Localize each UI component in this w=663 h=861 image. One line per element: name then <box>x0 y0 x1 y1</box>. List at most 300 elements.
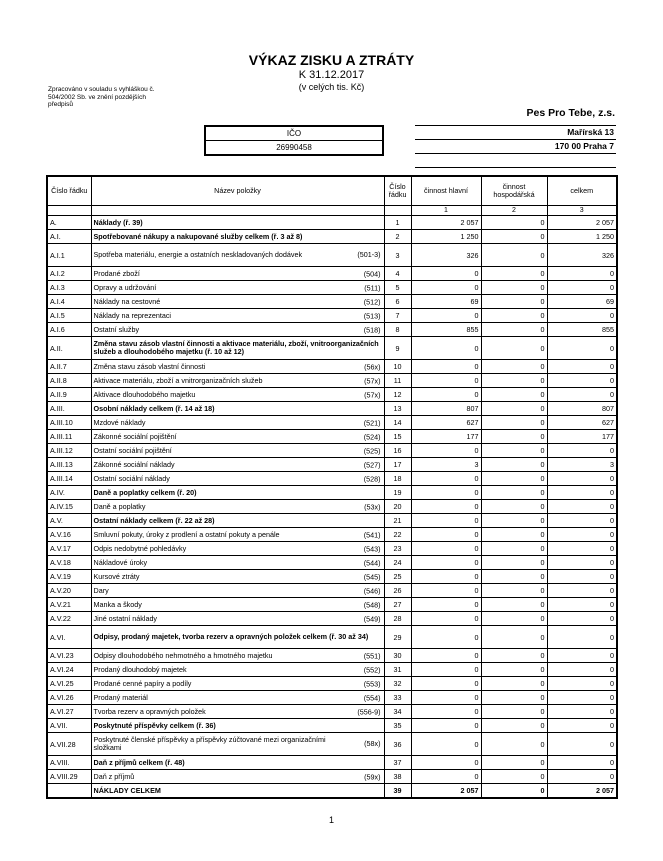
table-row <box>47 691 617 705</box>
row-code: A.VI.25 <box>47 677 91 691</box>
row-line-number: 14 <box>384 416 411 430</box>
row-name <box>91 500 384 514</box>
table-row <box>47 458 617 472</box>
row-economic-activity: 0 <box>481 570 547 584</box>
row-economic-activity: 0 <box>481 677 547 691</box>
table-row <box>47 295 617 309</box>
table-header-row <box>47 176 617 206</box>
row-account: (511) <box>364 283 381 292</box>
row-name <box>91 430 384 444</box>
row-main-activity: 807 <box>411 402 481 416</box>
row-line-number: 22 <box>384 528 411 542</box>
row-name <box>91 216 384 230</box>
row-economic-activity: 0 <box>481 230 547 244</box>
row-economic-activity: 0 <box>481 528 547 542</box>
row-account: (527) <box>363 460 381 469</box>
row-ref: (ř. 48) <box>165 758 185 767</box>
row-account: (518) <box>363 325 381 334</box>
row-main-activity: 0 <box>411 360 481 374</box>
row-economic-activity: 0 <box>481 612 547 626</box>
table-row <box>47 649 617 663</box>
legal-note: Zpracováno v souladu s vyhláškou č. 504/2002 Sb. ve znění pozdějších předpisů <box>48 86 155 108</box>
header-total: celkem <box>547 176 617 206</box>
row-name <box>91 472 384 486</box>
row-total: 0 <box>547 542 617 556</box>
row-account: (544) <box>363 558 381 567</box>
row-name <box>91 663 384 677</box>
row-economic-activity: 0 <box>481 360 547 374</box>
table-row <box>47 374 617 388</box>
row-code: A.VI. <box>47 626 91 649</box>
row-code: A.V.21 <box>47 598 91 612</box>
row-label: Daň z příjmů celkem <box>93 758 164 767</box>
row-label: Manka a škody <box>93 600 142 609</box>
row-ref: (ř. 36) <box>196 721 216 730</box>
header-code: Číslo řádku <box>47 176 91 206</box>
table-row <box>47 486 617 500</box>
ico-label: IČO <box>206 127 382 141</box>
row-economic-activity: 0 <box>481 458 547 472</box>
row-total: 0 <box>547 528 617 542</box>
row-economic-activity: 0 <box>481 281 547 295</box>
row-code: A.V. <box>47 514 91 528</box>
row-name <box>91 444 384 458</box>
row-total: 0 <box>547 472 617 486</box>
row-name <box>91 309 384 323</box>
table-row <box>47 542 617 556</box>
row-total: 0 <box>547 598 617 612</box>
row-line-number: 1 <box>384 216 411 230</box>
table-row <box>47 444 617 458</box>
table-row <box>47 430 617 444</box>
row-line-number: 13 <box>384 402 411 416</box>
row-line-number: 37 <box>384 756 411 770</box>
row-code: A.VI.27 <box>47 705 91 719</box>
row-economic-activity: 0 <box>481 486 547 500</box>
row-line-number: 19 <box>384 486 411 500</box>
row-code: A.III.13 <box>47 458 91 472</box>
row-line-number: 18 <box>384 472 411 486</box>
address-street: Mařírská 13 <box>415 125 616 139</box>
row-main-activity: 0 <box>411 570 481 584</box>
row-main-activity: 0 <box>411 677 481 691</box>
row-economic-activity: 0 <box>481 649 547 663</box>
row-name <box>91 626 384 649</box>
row-account: (553) <box>363 679 381 688</box>
row-code: A.VI.23 <box>47 649 91 663</box>
row-main-activity: 0 <box>411 733 481 756</box>
row-name <box>91 337 384 360</box>
row-name <box>91 756 384 770</box>
row-economic-activity: 0 <box>481 374 547 388</box>
row-name <box>91 598 384 612</box>
row-economic-activity: 0 <box>481 691 547 705</box>
row-line-number: 26 <box>384 584 411 598</box>
row-total: 0 <box>547 514 617 528</box>
row-name <box>91 719 384 733</box>
row-main-activity: 0 <box>411 281 481 295</box>
row-main-activity: 0 <box>411 663 481 677</box>
row-label: Odpisy, prodaný majetek, tvorba rezerv a opravných položek celkem <box>93 632 328 641</box>
row-label: NÁKLADY CELKEM <box>93 786 161 795</box>
row-main-activity: 0 <box>411 649 481 663</box>
row-name <box>91 649 384 663</box>
row-code: A.IV. <box>47 486 91 500</box>
row-main-activity: 0 <box>411 556 481 570</box>
row-account: (524) <box>363 432 381 441</box>
row-main-activity: 69 <box>411 295 481 309</box>
row-label: Ostatní sociální náklady <box>93 474 170 483</box>
row-main-activity: 0 <box>411 486 481 500</box>
row-main-activity: 177 <box>411 430 481 444</box>
row-name <box>91 677 384 691</box>
row-economic-activity: 0 <box>481 733 547 756</box>
row-line-number: 5 <box>384 281 411 295</box>
row-name <box>91 570 384 584</box>
row-account: (551) <box>363 651 381 660</box>
row-total: 0 <box>547 360 617 374</box>
row-label: Změna stavu zásob vlastní činnosti <box>93 362 206 371</box>
row-label: Smluvní pokuty, úroky z prodlení a ostatní pokuty a penále <box>93 530 280 539</box>
row-total: 807 <box>547 402 617 416</box>
row-economic-activity: 0 <box>481 337 547 360</box>
table-row <box>47 244 617 267</box>
table-row <box>47 626 617 649</box>
row-total: 1 250 <box>547 230 617 244</box>
row-label: Prodané zboží <box>93 269 140 278</box>
row-line-number: 25 <box>384 570 411 584</box>
row-total: 177 <box>547 430 617 444</box>
row-main-activity: 0 <box>411 472 481 486</box>
row-label: Poskytnuté členské příspěvky a příspěvky zúčtované mezi organizačními složkami <box>93 735 326 752</box>
row-economic-activity: 0 <box>481 416 547 430</box>
row-line-number: 2 <box>384 230 411 244</box>
row-economic-activity: 0 <box>481 756 547 770</box>
row-total: 0 <box>547 267 617 281</box>
row-name <box>91 514 384 528</box>
table-row <box>47 230 617 244</box>
row-line-number: 35 <box>384 719 411 733</box>
table-row <box>47 500 617 514</box>
row-line-number: 32 <box>384 677 411 691</box>
row-economic-activity: 0 <box>481 444 547 458</box>
row-label: Ostatní služby <box>93 325 140 334</box>
table-row <box>47 677 617 691</box>
row-label: Odpisy dlouhodobého nehmotného a hmotného majetku <box>93 651 273 660</box>
row-label: Prodaný dlouhodobý majetek <box>93 665 187 674</box>
row-line-number: 38 <box>384 770 411 784</box>
table-row <box>47 514 617 528</box>
row-label: Daň z příjmů <box>93 772 135 781</box>
row-line-number: 4 <box>384 267 411 281</box>
row-code: A.I.3 <box>47 281 91 295</box>
row-code: A.VIII. <box>47 756 91 770</box>
row-main-activity: 0 <box>411 309 481 323</box>
row-total: 0 <box>547 486 617 500</box>
table-row <box>47 584 617 598</box>
row-ref: (ř. 20) <box>177 488 197 497</box>
row-name <box>91 612 384 626</box>
row-main-activity: 0 <box>411 542 481 556</box>
profit-loss-table <box>46 175 618 799</box>
row-code: A.I. <box>47 230 91 244</box>
row-label: Ostatní sociální pojištění <box>93 446 172 455</box>
row-name <box>91 244 384 267</box>
row-name <box>91 374 384 388</box>
row-code: A.V.17 <box>47 542 91 556</box>
row-economic-activity: 0 <box>481 542 547 556</box>
row-line-number: 3 <box>384 244 411 267</box>
row-total: 0 <box>547 556 617 570</box>
row-label: Prodaný materiál <box>93 693 148 702</box>
header-main: činnost hlavní <box>411 176 481 206</box>
row-economic-activity: 0 <box>481 556 547 570</box>
table-row <box>47 528 617 542</box>
row-account: (57x) <box>364 376 381 385</box>
row-line-number: 6 <box>384 295 411 309</box>
row-total: 0 <box>547 309 617 323</box>
row-account: (541) <box>363 530 381 539</box>
row-code: A.V.16 <box>47 528 91 542</box>
row-line-number: 8 <box>384 323 411 337</box>
row-line-number: 36 <box>384 733 411 756</box>
table-row <box>47 472 617 486</box>
table-row <box>47 360 617 374</box>
row-economic-activity: 0 <box>481 216 547 230</box>
row-economic-activity: 0 <box>481 430 547 444</box>
row-name <box>91 705 384 719</box>
table-row <box>47 733 617 756</box>
row-name <box>91 323 384 337</box>
row-line-number: 7 <box>384 309 411 323</box>
row-code: A.VI.26 <box>47 691 91 705</box>
row-total: 0 <box>547 733 617 756</box>
row-main-activity: 0 <box>411 444 481 458</box>
row-ref: (ř. 14 až 18) <box>175 404 215 413</box>
row-name <box>91 458 384 472</box>
row-line-number: 15 <box>384 430 411 444</box>
ico-value: 26990458 <box>276 143 312 152</box>
table-row <box>47 337 617 360</box>
row-label: Tvorba rezerv a opravných položek <box>93 707 206 716</box>
row-line-number: 30 <box>384 649 411 663</box>
row-name <box>91 360 384 374</box>
row-code: A.I.1 <box>47 244 91 267</box>
row-account: (53x) <box>364 502 381 511</box>
row-name <box>91 230 384 244</box>
row-total: 0 <box>547 374 617 388</box>
row-line-number: 39 <box>384 784 411 799</box>
report-title: VÝKAZ ZISKU A ZTRÁTY <box>248 52 415 68</box>
row-line-number: 33 <box>384 691 411 705</box>
row-total: 0 <box>547 281 617 295</box>
table-row <box>47 281 617 295</box>
row-total: 69 <box>547 295 617 309</box>
table-row <box>47 309 617 323</box>
row-total: 326 <box>547 244 617 267</box>
row-account: (556-9) <box>357 707 381 716</box>
row-line-number: 31 <box>384 663 411 677</box>
row-account: (504) <box>363 269 381 278</box>
row-label: Opravy a udržování <box>93 283 157 292</box>
row-total: 0 <box>547 500 617 514</box>
row-economic-activity: 0 <box>481 323 547 337</box>
row-code: A.VII.28 <box>47 733 91 756</box>
row-main-activity: 0 <box>411 719 481 733</box>
row-main-activity: 0 <box>411 626 481 649</box>
row-line-number: 11 <box>384 374 411 388</box>
page-number: 1 <box>328 815 334 825</box>
colnum-2: 2 <box>481 206 547 216</box>
table-row <box>47 216 617 230</box>
ico-box <box>204 125 384 156</box>
header-line: Číslo řádku <box>384 176 411 206</box>
row-total: 0 <box>547 770 617 784</box>
row-main-activity: 2 057 <box>411 784 481 799</box>
row-name <box>91 733 384 756</box>
row-economic-activity: 0 <box>481 244 547 267</box>
row-account: (57x) <box>364 390 381 399</box>
row-total: 0 <box>547 756 617 770</box>
row-label: Spotřebované nákupy a nakupované služby celkem <box>93 232 270 241</box>
row-economic-activity: 0 <box>481 770 547 784</box>
column-number-row <box>47 206 617 216</box>
row-label: Náklady na reprezentaci <box>93 311 172 320</box>
row-line-number: 27 <box>384 598 411 612</box>
table-row <box>47 770 617 784</box>
row-main-activity: 0 <box>411 756 481 770</box>
table-row <box>47 719 617 733</box>
row-total: 0 <box>547 691 617 705</box>
row-total: 3 <box>547 458 617 472</box>
row-code: A.III.14 <box>47 472 91 486</box>
row-main-activity: 0 <box>411 528 481 542</box>
row-ref: (ř. 22 až 28) <box>175 516 215 525</box>
row-main-activity: 0 <box>411 612 481 626</box>
row-label: Kursové ztráty <box>93 572 140 581</box>
row-main-activity: 0 <box>411 388 481 402</box>
row-name <box>91 784 384 799</box>
row-code: A.II. <box>47 337 91 360</box>
colnum-1: 1 <box>411 206 481 216</box>
row-name <box>91 281 384 295</box>
table-row <box>47 388 617 402</box>
company-name: Pes Pro Tebe, z.s. <box>526 107 615 119</box>
row-code: A.III.12 <box>47 444 91 458</box>
row-code: A.VI.24 <box>47 663 91 677</box>
row-main-activity: 0 <box>411 267 481 281</box>
table-row <box>47 612 617 626</box>
row-code: A.III.11 <box>47 430 91 444</box>
row-main-activity: 0 <box>411 500 481 514</box>
row-economic-activity: 0 <box>481 295 547 309</box>
table-row <box>47 416 617 430</box>
row-ref: (ř. 3 až 8) <box>271 232 303 241</box>
row-account: (545) <box>363 572 381 581</box>
row-line-number: 16 <box>384 444 411 458</box>
row-ref: (ř. 10 až 12) <box>204 347 245 356</box>
row-main-activity: 0 <box>411 598 481 612</box>
row-total: 0 <box>547 612 617 626</box>
row-code: A.V.22 <box>47 612 91 626</box>
row-code: A.V.18 <box>47 556 91 570</box>
table-row <box>47 323 617 337</box>
row-total: 0 <box>547 570 617 584</box>
row-code: A.II.8 <box>47 374 91 388</box>
row-account: (521) <box>363 418 381 427</box>
row-account: (549) <box>363 614 381 623</box>
row-economic-activity: 0 <box>481 514 547 528</box>
row-label: Jiné ostatní náklady <box>93 614 158 623</box>
report-units: (v celých tis. Kč) <box>298 82 365 92</box>
row-label: Aktivace dlouhodobého majetku <box>93 390 196 399</box>
row-main-activity: 3 <box>411 458 481 472</box>
row-economic-activity: 0 <box>481 705 547 719</box>
row-economic-activity: 0 <box>481 309 547 323</box>
row-code: A.I.2 <box>47 267 91 281</box>
row-name <box>91 388 384 402</box>
row-account: (59x) <box>364 772 381 781</box>
row-code: A.V.19 <box>47 570 91 584</box>
row-line-number: 24 <box>384 556 411 570</box>
row-main-activity: 326 <box>411 244 481 267</box>
row-main-activity: 1 250 <box>411 230 481 244</box>
row-main-activity: 627 <box>411 416 481 430</box>
row-total: 0 <box>547 719 617 733</box>
row-name <box>91 584 384 598</box>
row-name <box>91 486 384 500</box>
row-account: (546) <box>363 586 381 595</box>
address-city: 170 00 Praha 7 <box>415 139 616 153</box>
row-total: 627 <box>547 416 617 430</box>
header-econ: činnost hospodářská <box>481 176 547 206</box>
row-main-activity: 0 <box>411 374 481 388</box>
row-label: Spotřeba materiálu, energie a ostatních neskladovaných dodávek <box>93 250 303 259</box>
row-code: A.III. <box>47 402 91 416</box>
row-line-number: 23 <box>384 542 411 556</box>
table-row <box>47 598 617 612</box>
row-label: Odpis nedobytné pohledávky <box>93 544 187 553</box>
row-economic-activity: 0 <box>481 626 547 649</box>
table-row <box>47 402 617 416</box>
row-code <box>47 784 91 799</box>
row-main-activity: 0 <box>411 337 481 360</box>
row-line-number: 29 <box>384 626 411 649</box>
row-account: (548) <box>363 600 381 609</box>
row-name <box>91 691 384 705</box>
row-ref: (ř. 30 až 34) <box>329 632 369 641</box>
row-line-number: 12 <box>384 388 411 402</box>
row-main-activity: 0 <box>411 770 481 784</box>
row-total: 0 <box>547 444 617 458</box>
row-economic-activity: 0 <box>481 388 547 402</box>
row-line-number: 34 <box>384 705 411 719</box>
row-code: A.VII. <box>47 719 91 733</box>
colnum-3: 3 <box>547 206 617 216</box>
row-economic-activity: 0 <box>481 784 547 799</box>
row-label: Daně a poplatky <box>93 502 146 511</box>
row-account: (58x) <box>364 739 381 748</box>
table-row <box>47 756 617 770</box>
row-total: 2 057 <box>547 216 617 230</box>
row-total: 0 <box>547 663 617 677</box>
row-account: (543) <box>363 544 381 553</box>
row-line-number: 10 <box>384 360 411 374</box>
row-economic-activity: 0 <box>481 719 547 733</box>
row-main-activity: 855 <box>411 323 481 337</box>
row-label: Poskytnuté příspěvky celkem <box>93 721 195 730</box>
row-label: Prodané cenné papíry a podíly <box>93 679 192 688</box>
